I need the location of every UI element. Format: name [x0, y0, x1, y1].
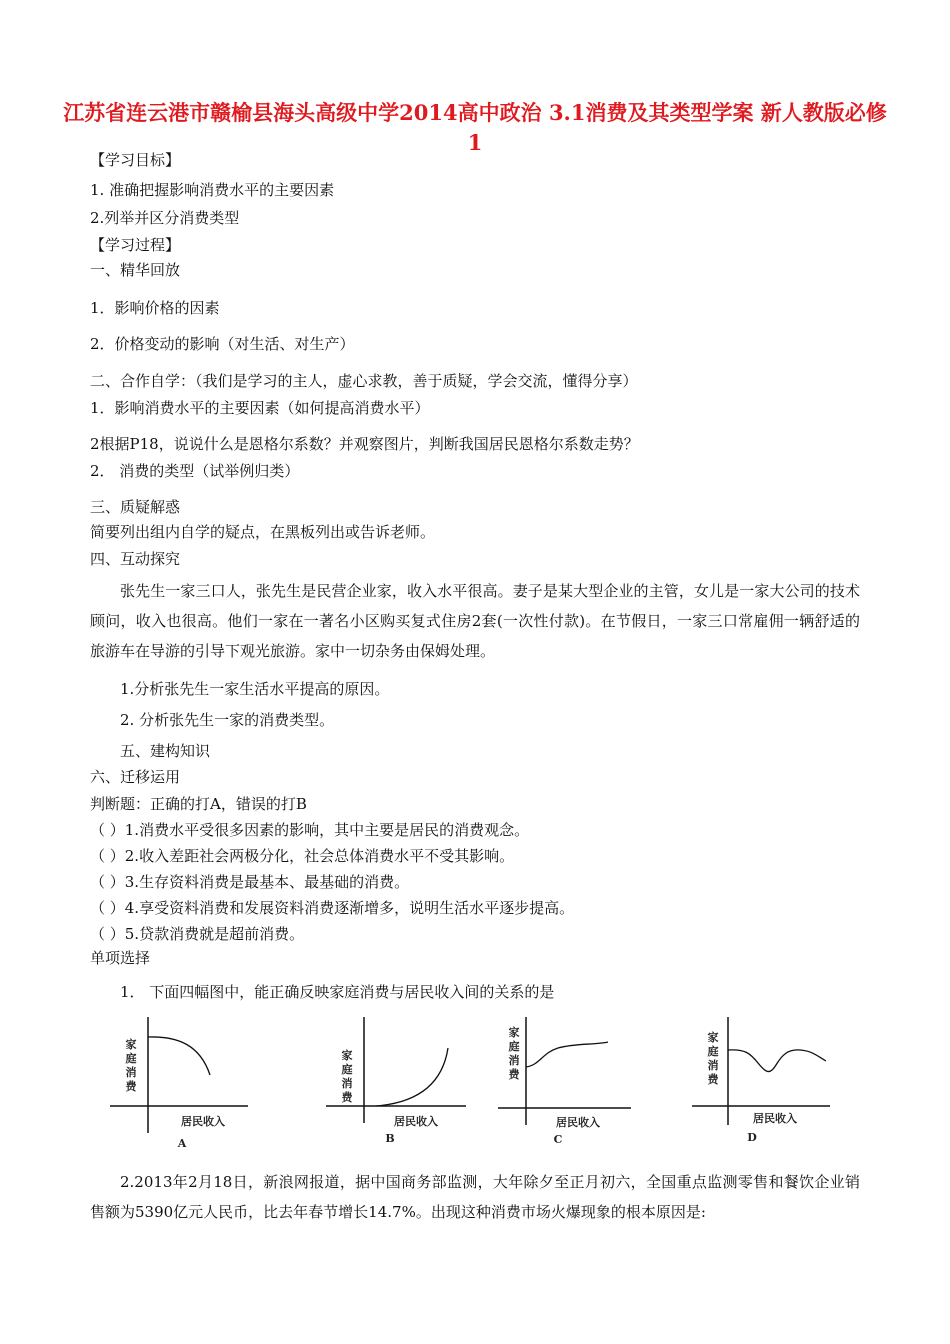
heading-exploration: 四、互动探究 [90, 550, 181, 568]
judgment-instructions: 判断题：正确的打A，错误的打B [90, 795, 307, 813]
goal-2: 2.列举并区分消费类型 [90, 209, 240, 227]
chart-d-ylabel-4: 费 [707, 1073, 719, 1086]
chart-c-curve [526, 1042, 608, 1067]
chart-a [108, 1015, 258, 1150]
chart-a-ylabel-4: 费 [125, 1080, 137, 1093]
chart-a-ylabel-1: 家 [125, 1038, 137, 1051]
review-item-1: 1．影响价格的因素 [90, 299, 220, 317]
chart-a-xlabel: 居民收入 [181, 1115, 225, 1128]
chart-a-ylabel-3: 消 [125, 1066, 137, 1079]
case-question-2: 2. 分析张先生一家的消费类型。 [120, 711, 335, 729]
heading-self-study: 二、合作自学：（我们是学习的主人，虚心求教，善于质疑，学会交流，懂得分享） [90, 372, 638, 390]
document-title: 江苏省连云港市赣榆县海头高级中学2014高中政治 3.1消费及其类型学案 新人教版必修1 [63, 100, 887, 155]
chart-c-ylabel-4: 费 [508, 1068, 520, 1081]
chart-b-ylabel-4: 费 [341, 1091, 353, 1104]
chart-c-ylabel-1: 家 [508, 1026, 520, 1039]
chart-c-ylabel-2: 庭 [508, 1040, 520, 1053]
judgment-item-1: （ ）1.消费水平受很多因素的影响，其中主要是居民的消费观念。 [90, 821, 530, 839]
heading-review: 一、精华回放 [90, 261, 181, 279]
chart-c-label: C [553, 1133, 563, 1146]
self-study-item-1: 1．影响消费水平的主要因素（如何提高消费水平） [90, 399, 430, 417]
review-item-2: 2．价格变动的影响（对生活、对生产） [90, 335, 355, 353]
chart-b-ylabel-1: 家 [341, 1049, 353, 1062]
chart-c [496, 1015, 646, 1150]
chart-b-ylabel-3: 消 [341, 1077, 353, 1090]
heading-single-choice: 单项选择 [90, 949, 151, 967]
chart-d-ylabel-3: 消 [707, 1059, 719, 1072]
questions-text: 简要列出组内自学的疑点，在黑板列出或告诉老师。 [90, 523, 436, 541]
answer-charts [100, 1015, 860, 1150]
chart-d-label: D [747, 1131, 757, 1144]
case-paragraph: 张先生一家三口人，张先生是民营企业家，收入水平很高。妻子是某大型企业的主管，女儿是一家大公司的技术顾问，收入也很高。他们一家在一著名小区购买复式住房2套(一次性付款)。在节假日，一家三口常雇佣一辆舒适的旅游车在导游的引导下观光旅游。家中一切杂务由保姆处理。 [90, 582, 860, 660]
chart-b [324, 1015, 474, 1150]
chart-b-curve [376, 1048, 448, 1106]
goal-1: 1. 准确把握影响消费水平的主要因素 [90, 181, 335, 199]
self-study-item-2: 2根据P18，说说什么是恩格尔系数？并观察图片，判断我国居民恩格尔系数走势？ [90, 435, 639, 453]
chart-c-xlabel: 居民收入 [556, 1116, 600, 1129]
choice-question-1: 1． 下面四幅图中，能正确反映家庭消费与居民收入间的关系的是 [120, 983, 555, 1001]
choice-question-2: 2.2013年2月18日，新浪网报道，据中国商务部监测，大年除夕至正月初六，全国重点监测零售和餐饮企业销售额为5390亿元人民币，比去年春节增长14.7%。出现这种消费市场火爆现象的根本原因是: [90, 1173, 860, 1221]
chart-d [690, 1015, 840, 1150]
case-question-1: 1.分析张先生一家生活水平提高的原因。 [120, 680, 390, 698]
heading-build-knowledge: 五、建构知识 [120, 742, 211, 760]
chart-b-ylabel-2: 庭 [341, 1063, 353, 1076]
chart-a-ylabel-2: 庭 [125, 1052, 137, 1065]
heading-questions: 三、质疑解惑 [90, 498, 181, 516]
chart-a-curve [148, 1037, 210, 1075]
chart-d-ylabel-1: 家 [707, 1031, 719, 1044]
chart-d-ylabel-2: 庭 [707, 1045, 719, 1058]
chart-a-label: A [177, 1137, 187, 1150]
judgment-item-3: （ ）3.生存资料消费是最基本、最基础的消费。 [90, 873, 410, 891]
judgment-item-4: （ ）4.享受资料消费和发展资料消费逐渐增多，说明生活水平逐步提高。 [90, 899, 575, 917]
chart-b-label: B [385, 1132, 395, 1145]
section-learning-goals: 【学习目标】 [90, 151, 181, 169]
self-study-item-3: 2． 消费的类型（试举例归类） [90, 462, 300, 480]
judgment-item-5: （ ）5.贷款消费就是超前消费。 [90, 925, 305, 943]
chart-b-xlabel: 居民收入 [394, 1115, 438, 1128]
chart-d-xlabel: 居民收入 [753, 1112, 797, 1125]
heading-application: 六、迁移运用 [90, 768, 181, 786]
judgment-item-2: （ ）2.收入差距社会两极分化，社会总体消费水平不受其影响。 [90, 847, 515, 865]
chart-c-ylabel-3: 消 [508, 1054, 520, 1067]
section-learning-process: 【学习过程】 [90, 236, 181, 254]
chart-d-curve [728, 1050, 826, 1072]
